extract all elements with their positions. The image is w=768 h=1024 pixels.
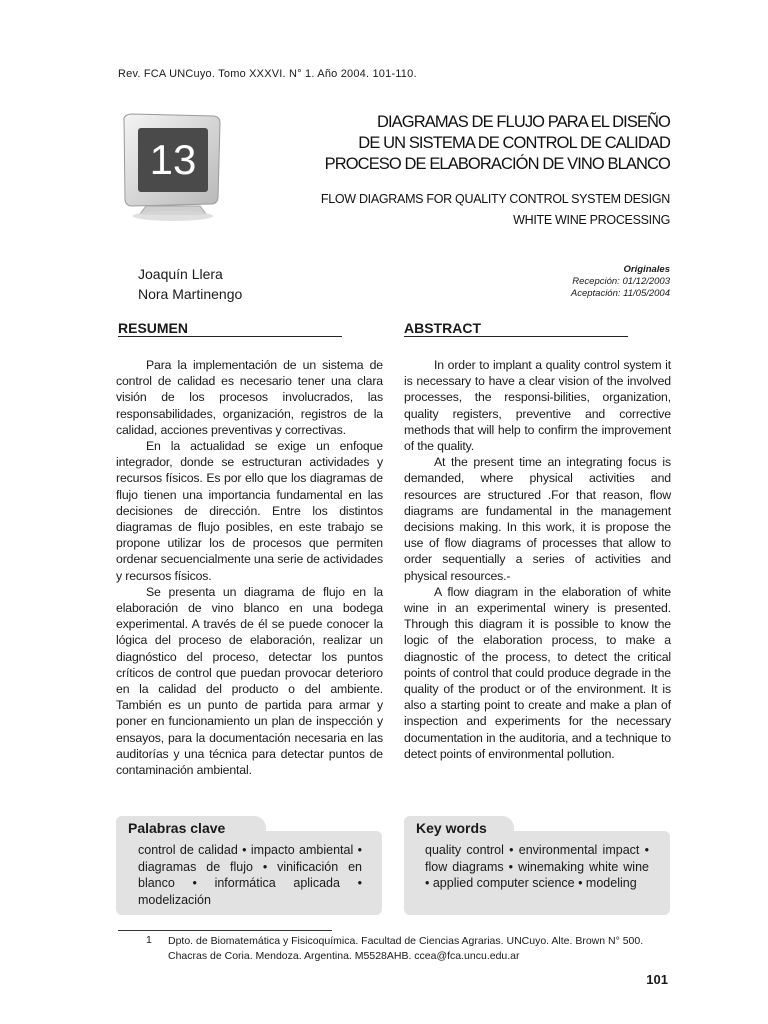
- title-es-line: PROCESO DE ELABORACIÓN DE VINO BLANCO: [324, 155, 670, 173]
- footnote-number: 1: [146, 934, 152, 946]
- footnote-text: Dpto. de Biomatemática y Fisicoquímica. Facultad de Ciencias Agrarias. UNCuyo. Alte. Brown N° 500. Chacras de Coria. Mendoza. Argentina. M5528AHB. ccea@fca.uncu.edu.ar: [168, 935, 644, 962]
- author-name: Nora Martinengo: [138, 286, 243, 302]
- abstract-paragraph: At the present time an integrating focus is demanded, where physical activities and resources are structured .For that reason, flow diagrams are fundamental in the management decisions making. In this work, it is propose the use of flow diagrams of processes that allow to order sequentially a series of activities and physical resources.-: [404, 455, 671, 583]
- author-name: Joaquín Llera: [138, 266, 223, 282]
- page-number: 101: [646, 972, 668, 987]
- received-date: Recepción: 01/12/2003: [572, 276, 670, 287]
- keywords-es-text: control de calidad • impacto ambiental • diagramas de flujo • vinificación en blanco • informática aplicada • modelización: [138, 843, 362, 907]
- article-category: Originales: [623, 264, 670, 275]
- chapter-number: 13: [149, 136, 197, 183]
- abstract-paragraph: In order to implant a quality control system it is necessary to have a clear vision of the involved processes, the responsi-bilities, organization, quality registers, preventive and corrective methods that will help to confirm the improvement of the quality.: [404, 358, 671, 454]
- keywords-en-text: quality control • environmental impact • flow diagrams • winemaking white wine • applied computer science • modeling: [425, 843, 649, 890]
- resumen-body: [116, 357, 383, 778]
- keywords-en-label: Key words: [404, 816, 514, 840]
- abstract-body: [404, 357, 671, 762]
- resumen-paragraph: Se presenta un diagrama de flujo en la elaboración de vino blanco en una bodega experimental. A través de él se puede conocer la lógica del proceso de elaboración, realizar un diagnóstico del proceso, detectar los puntos críticos de control que puedan provocar deterioro en la calidad del producto o del ambiente. También es un punto de partida para armar y poner en funcionamiento un plan de inspección y ensayos, para la documentación necesaria en las auditorías y una técnica para detectar puntos de contaminación ambiental.: [116, 584, 383, 778]
- footnote-rule: [118, 930, 332, 931]
- title-block: [321, 112, 670, 231]
- monitor-graphic: [116, 110, 228, 222]
- authors: [138, 264, 242, 304]
- abstract-paragraph: A flow diagram in the elaboration of white wine in an experimental winery is presented. Through this diagram it is possible to know the logic of the elaboration process, to make a diagnostic of the process, to detect the critical points of control that could produce degrade in the quality of the product or of the environment. It is also a starting point to create and make a plan of inspection and experiments for the necessary documentation in the auditoria, and a technique to detect points of environmental pollution.: [404, 584, 671, 761]
- article-meta: [571, 264, 670, 300]
- title-es-line: DIAGRAMAS DE FLUJO PARA EL DISEÑO: [376, 113, 670, 131]
- title-es-line: DE UN SISTEMA DE CONTROL DE CALIDAD: [358, 134, 670, 152]
- resumen-heading: RESUMEN: [118, 320, 342, 337]
- accepted-date: Aceptación: 11/05/2004: [570, 288, 670, 299]
- keywords-es-label: Palabras clave: [116, 816, 266, 840]
- resumen-paragraph: Para la implementación de un sistema de control de calidad es necesario tener una clara visión de los procesos involucrados, las responsabilidades, organización, registros de la calidad, acciones preventivas y correctivas.: [116, 358, 383, 437]
- title-en-line: FLOW DIAGRAMS FOR QUALITY CONTROL SYSTEM DESIGN: [320, 192, 670, 206]
- title-en-line: WHITE WINE PROCESSING: [513, 213, 670, 227]
- journal-reference: Rev. FCA UNCuyo. Tomo XXXVI. N° 1. Año 2004. 101-110.: [118, 68, 417, 80]
- resumen-paragraph: En la actualidad se exige un enfoque integrador, donde se estructuran actividades y recursos físicos. Es por ello que los diagramas de flujo tienen una importancia fundamental en las decisiones de dirección. Entre los distintos diagramas de flujo posibles, en este trabajo se propone utilizar los de procesos que permiten ordenar secuencialmente una serie de actividades y recursos físicos.: [116, 439, 383, 583]
- abstract-heading: ABSTRACT: [404, 320, 628, 337]
